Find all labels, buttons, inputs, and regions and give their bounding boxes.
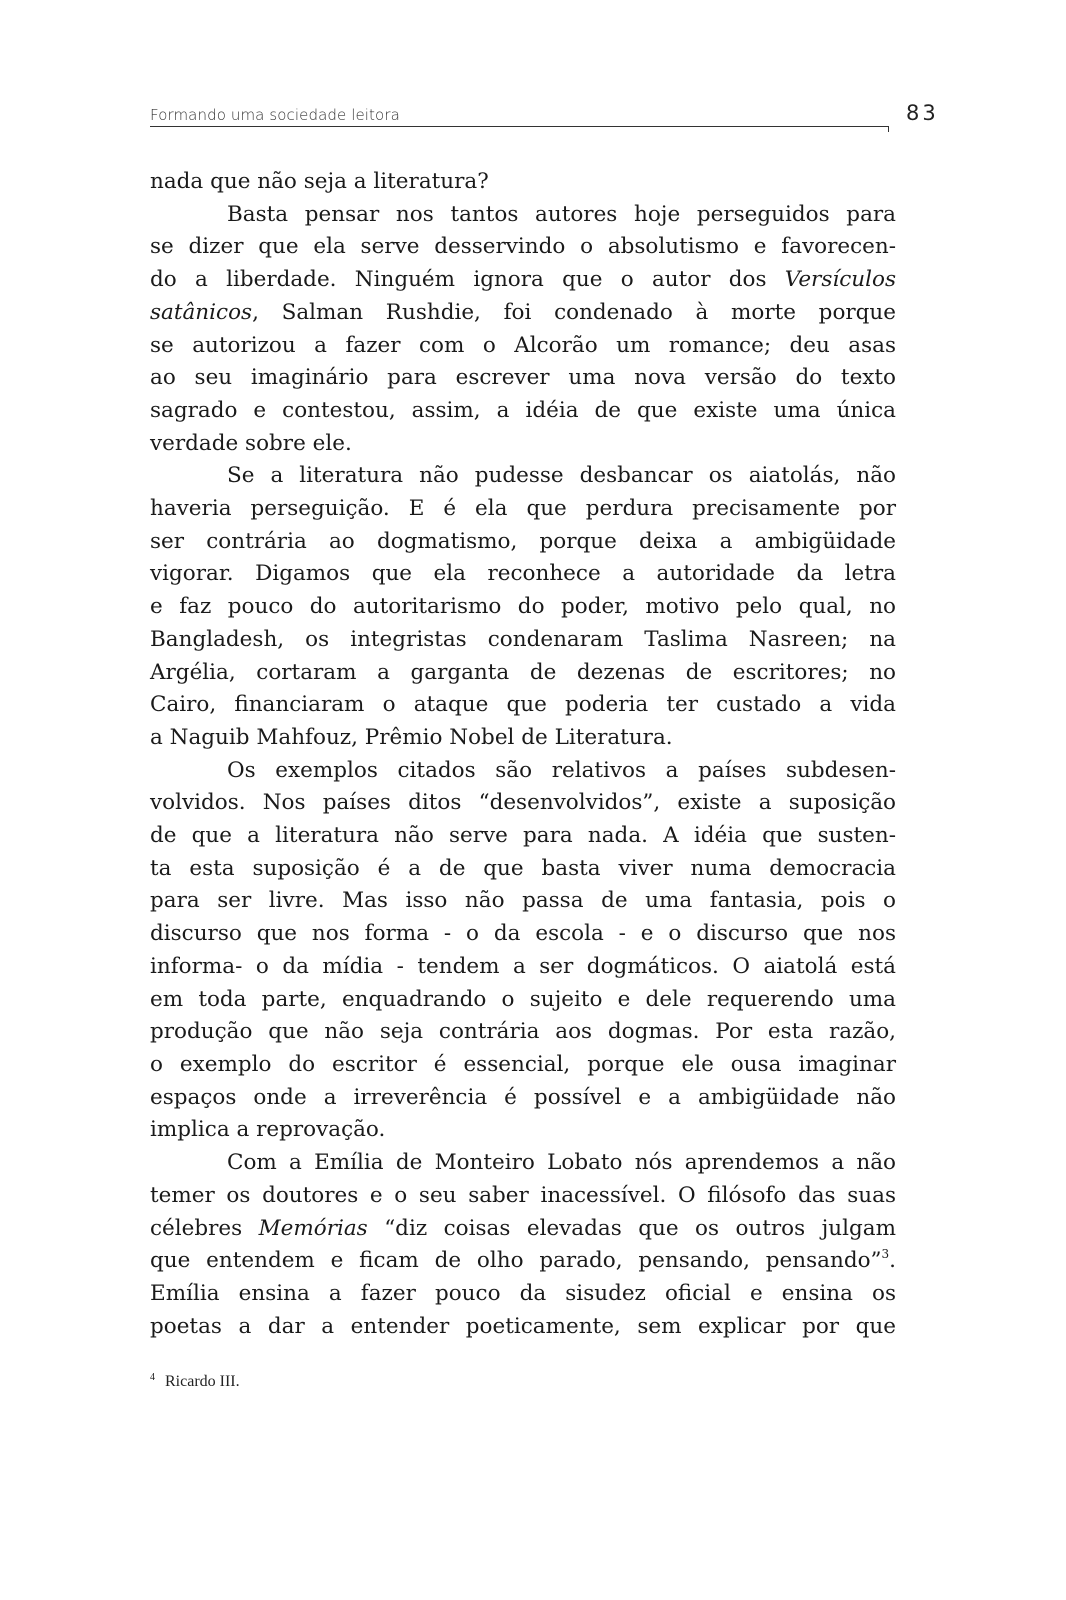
text-line: a Naguib Mahfouz, Prêmio Nobel de Literatura. xyxy=(150,724,673,750)
text-line: ser contrária ao dogmatismo, porque deixa a ambigüidade xyxy=(150,528,896,554)
text-line: de que a literatura não serve para nada. A idéia que susten- xyxy=(150,823,896,849)
text-line: se dizer que ela serve desservindo o absolutismo e favorecen- xyxy=(150,234,896,260)
text-segment: . xyxy=(889,1248,896,1274)
paragraph-2 xyxy=(150,199,896,461)
text-line: Se a literatura não pudesse desbancar os aiatolás, não xyxy=(227,463,896,489)
text-line xyxy=(150,297,896,330)
text-segment: célebres xyxy=(150,1215,259,1241)
page-number: 83 xyxy=(906,101,939,125)
text-line: haveria perseguição. E é ela que perdura precisamente por xyxy=(150,496,896,522)
text-line: temer os doutores e o seu saber inacessível. O filósofo das suas xyxy=(150,1182,896,1208)
text-line: ao seu imaginário para escrever uma nova versão do texto xyxy=(150,365,896,391)
text-line: ta esta suposição é a de que basta viver numa democracia xyxy=(150,855,896,881)
running-header xyxy=(150,102,888,127)
text-line: Bangladesh, os integristas condenaram Taslima Nasreen; na xyxy=(150,626,896,652)
text-line: volvidos. Nos países ditos “desenvolvidos”, existe a suposição xyxy=(150,790,896,816)
text-line: Com a Emília de Monteiro Lobato nós aprendemos a não xyxy=(227,1150,896,1176)
text-line: implica a reprovação. xyxy=(150,1117,386,1143)
footnote-marker: 4 xyxy=(150,1372,155,1383)
footnote-text: Ricardo III. xyxy=(165,1373,240,1390)
text-segment: , Salman Rushdie, foi condenado à morte porque xyxy=(252,299,896,325)
text-line xyxy=(150,1213,896,1246)
text-line: Basta pensar nos tantos autores hoje perseguidos para xyxy=(227,201,896,227)
text-line: para ser livre. Mas isso não passa de uma fantasia, pois o xyxy=(150,888,896,914)
text-line: Os exemplos citados são relativos a países subdesen- xyxy=(227,757,896,783)
text-line xyxy=(150,264,896,297)
paragraph-3 xyxy=(150,460,896,754)
body-text xyxy=(150,166,896,1343)
text-line: o exemplo do escritor é essencial, porque ele ousa imaginar xyxy=(150,1051,896,1077)
running-title: Formando uma sociedade leitora xyxy=(150,106,400,124)
text-line: discurso que nos forma - o da escola - e o discurso que nos xyxy=(150,921,896,947)
text-line xyxy=(150,1245,896,1278)
text-line: sagrado e contestou, assim, a idéia de que existe uma única xyxy=(150,397,896,423)
footnote-reference[interactable]: 3 xyxy=(881,1247,890,1262)
book-title-italic: Memórias xyxy=(258,1215,368,1241)
text-segment: que entendem e ficam de olho parado, pensando, pensando” xyxy=(150,1248,882,1274)
text-segment: “diz coisas elevadas que os outros julgam xyxy=(367,1215,896,1241)
header-rule-tick xyxy=(888,126,890,132)
text-segment: do a liberdade. Ninguém ignora que o autor dos xyxy=(150,267,785,293)
paragraph-4 xyxy=(150,755,896,1147)
text-line: espaços onde a irreverência é possível e a ambigüidade não xyxy=(150,1084,896,1110)
paragraph-1 xyxy=(150,166,896,199)
text-line: poetas a dar a entender poeticamente, sem explicar por que xyxy=(150,1313,896,1339)
text-line: Cairo, financiaram o ataque que poderia ter custado a vida xyxy=(150,692,896,718)
text-line: em toda parte, enquadrando o sujeito e dele requerendo uma xyxy=(150,986,896,1012)
footnote xyxy=(150,1372,240,1391)
text-line: vigorar. Digamos que ela reconhece a autoridade da letra xyxy=(150,561,896,587)
book-title-italic: Versículos xyxy=(784,267,896,293)
text-line: nada que não seja a literatura? xyxy=(150,169,489,194)
book-title-italic: satânicos xyxy=(150,299,253,325)
text-line: produção que não seja contrária aos dogmas. Por esta razão, xyxy=(150,1019,896,1045)
text-line: se autorizou a fazer com o Alcorão um romance; deu asas xyxy=(150,332,896,358)
text-line: e faz pouco do autoritarismo do poder, motivo pelo qual, no xyxy=(150,594,896,620)
text-line: informa- o da mídia - tendem a ser dogmáticos. O aiatolá está xyxy=(150,953,896,979)
text-line: verdade sobre ele. xyxy=(150,430,352,456)
text-line: Emília ensina a fazer pouco da sisudez oficial e ensina os xyxy=(150,1280,896,1306)
paragraph-5 xyxy=(150,1147,896,1343)
text-line: Argélia, cortaram a garganta de dezenas de escritores; no xyxy=(150,659,896,685)
